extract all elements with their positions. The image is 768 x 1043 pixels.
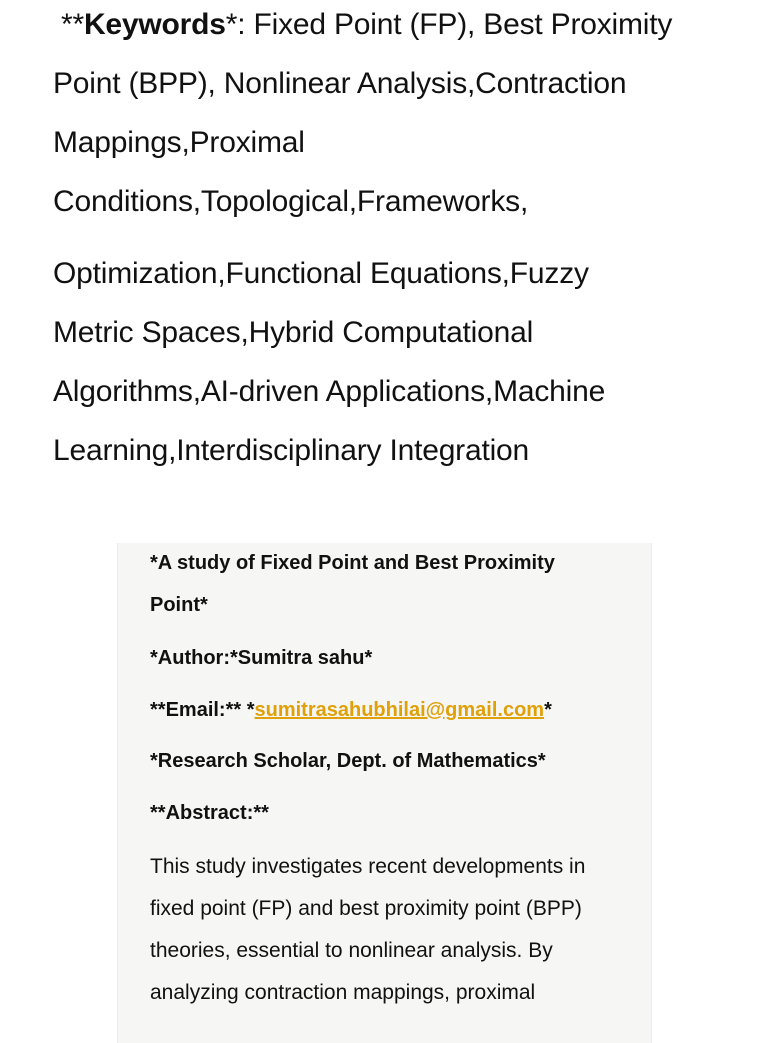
abstract-heading: **Abstract:** <box>150 802 269 824</box>
email-suffix: * <box>544 699 552 721</box>
author-line: *Author:*Sumitra sahu* <box>150 647 373 669</box>
abstract-line: analyzing contraction mappings, proximal <box>150 981 536 1004</box>
keywords-line: Mappings,Proximal <box>53 126 305 159</box>
keywords-line: Optimization,Functional Equations,Fuzzy <box>53 257 589 290</box>
keywords-line: Metric Spaces,Hybrid Computational <box>53 316 534 349</box>
email-link[interactable]: sumitrasahubhilai@gmail.com <box>254 699 545 721</box>
paper-title-line-1: *A study of Fixed Point and Best Proximity <box>150 552 555 574</box>
keywords-label: Keywords <box>83 8 226 41</box>
abstract-text <box>150 846 640 1014</box>
email-line <box>150 699 552 722</box>
keywords-line: Conditions,Topological,Frameworks, <box>53 185 529 218</box>
paragraph-gap <box>53 231 743 244</box>
abstract-line: This study investigates recent developments in <box>150 855 586 878</box>
keywords-first-line <box>53 0 743 54</box>
affiliation-line: *Research Scholar, Dept. of Mathematics* <box>150 750 546 772</box>
keywords-line: Point (BPP), Nonlinear Analysis,Contraction <box>53 67 627 100</box>
abstract-line: fixed point (FP) and best proximity point (BPP) <box>150 897 582 920</box>
keywords-paragraph <box>53 0 743 480</box>
abstract-line: theories, essential to nonlinear analysis. By <box>150 939 553 962</box>
email-label: **Email:** * <box>150 699 255 721</box>
keywords-line: Learning,Interdisciplinary Integration <box>53 434 530 467</box>
keywords-label-prefix: ** <box>61 8 84 41</box>
paper-title-line-2: Point* <box>150 594 208 616</box>
embedded-document-card <box>117 543 652 1043</box>
keywords-label-suffix: *: Fixed Point (FP), Best Proximity <box>225 8 673 41</box>
keywords-line: Algorithms,AI-driven Applications,Machine <box>53 375 606 408</box>
